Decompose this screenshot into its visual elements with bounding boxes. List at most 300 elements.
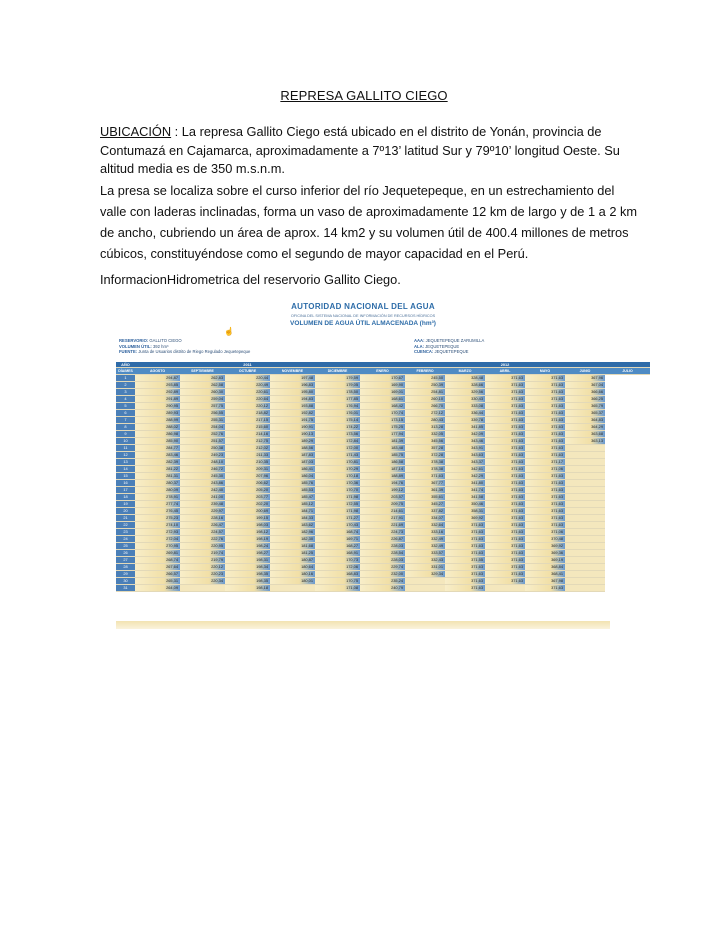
volume-cell: 371,63 — [445, 564, 485, 571]
volume-cell: 173,56 — [315, 431, 360, 438]
month-header-cell: ENERO — [360, 368, 405, 375]
table-row — [116, 382, 650, 389]
volume-cell — [180, 585, 225, 592]
volume-cell: 171,98 — [315, 508, 360, 515]
volume-cell: 371,63 — [525, 431, 565, 438]
volume-cell: 330,43 — [445, 396, 485, 403]
volume-cell: 369,92 — [525, 543, 565, 550]
volume-cell: 329,56 — [445, 389, 485, 396]
volume-cell: 172,55 — [315, 501, 360, 508]
volume-cell: 291,89 — [135, 396, 180, 403]
volume-cell: 198,19 — [225, 536, 270, 543]
info-key: RESERVORIO: — [119, 338, 149, 343]
location-label: UBICACIÓN — [100, 124, 172, 139]
volume-cell: 181,25 — [270, 550, 315, 557]
volume-cell: 371,63 — [485, 543, 525, 550]
volume-cell: 220,64 — [225, 396, 270, 403]
volume-cell: 371,63 — [485, 571, 525, 578]
volume-cell: 371,63 — [525, 382, 565, 389]
volume-cell: 270,95 — [135, 543, 180, 550]
day-cell: 12 — [116, 452, 135, 459]
volume-cell: 332,49 — [405, 543, 445, 550]
volume-cell — [565, 571, 605, 578]
volume-cell: 209,31 — [225, 466, 270, 473]
day-cell: 23 — [116, 529, 135, 536]
volume-cell: 170,43 — [315, 522, 360, 529]
volume-cell: 168,27 — [315, 543, 360, 550]
volume-cell: 341,58 — [445, 494, 485, 501]
agency-title: AUTORIDAD NACIONAL DEL AGUA — [291, 302, 435, 311]
day-cell: 2 — [116, 382, 135, 389]
volume-cell: 371,63 — [485, 417, 525, 424]
volume-cell: 198,24 — [225, 543, 270, 550]
volume-cell: 183,62 — [270, 522, 315, 529]
volume-cell: 364,83 — [565, 417, 605, 424]
volume-cell: 371,63 — [445, 543, 485, 550]
month-header-cell: MARZO — [445, 368, 485, 375]
table-row — [116, 557, 650, 564]
volume-cell: 369,19 — [525, 557, 565, 564]
day-cell: 24 — [116, 536, 135, 543]
info-value: JEQUETEPEQUE — [424, 343, 460, 349]
day-cell: 11 — [116, 445, 135, 452]
volume-cell: 366,66 — [565, 389, 605, 396]
volume-cell — [565, 445, 605, 452]
volume-cell: 272,04 — [135, 536, 180, 543]
description-paragraph: La presa se localiza sobre el curso inferior del río Jequetepeque, en un estrechamiento del valle con laderas inclinadas, forma un vaso de aproximadamente 12 km de largo y de 1 a 2 km de ancho, cubriendo un área de aprox. 14 km2 y su volumen útil de 400.4 millones de metros cúbicos, constituyéndose como el segundo de mayor capacidad en el Perú. — [100, 183, 638, 261]
month-header-cell: OCTUBRE — [225, 368, 270, 375]
volume-cell: 371,63 — [525, 480, 565, 487]
volume-cell: 371,63 — [525, 494, 565, 501]
table-row — [116, 571, 650, 578]
volume-cell — [565, 487, 605, 494]
month-header-row — [116, 368, 650, 375]
volume-cell: 280,37 — [135, 480, 180, 487]
volume-cell: 260,30 — [180, 389, 225, 396]
volume-cell: 366,25 — [565, 396, 605, 403]
office-subtitle: OFICINA DEL SISTEMA NACIONAL DE INFORMACIÓN DE RECURSOS HÍDRICOS — [290, 314, 436, 318]
volume-cell: 249,23 — [180, 452, 225, 459]
volume-cell: 198,18 — [225, 585, 270, 592]
volume-cell: 259,04 — [180, 396, 225, 403]
volume-cell: 189,29 — [270, 438, 315, 445]
volume-cell: 222,76 — [180, 536, 225, 543]
volume-cell: 198,34 — [225, 564, 270, 571]
table-row — [116, 403, 650, 410]
volume-cell: 246,72 — [180, 466, 225, 473]
volume-cell: 372,28 — [405, 452, 445, 459]
table-row — [116, 536, 650, 543]
info-key: ALA: — [414, 343, 425, 349]
volume-cell — [565, 564, 605, 571]
day-cell: 10 — [116, 438, 135, 445]
volume-cell: 252,76 — [180, 431, 225, 438]
volume-cell: 181,39 — [360, 438, 405, 445]
volume-cell: 239,48 — [180, 501, 225, 508]
year-2012-cell: 2012 — [360, 362, 650, 368]
day-cell: 30 — [116, 578, 135, 585]
volume-cell: 313,28 — [405, 424, 445, 431]
document-title: REPRESA GALLITO CIEGO — [280, 88, 448, 103]
volume-cell: 355,61 — [405, 494, 445, 501]
table-row — [116, 494, 650, 501]
reservoir-volume-table-image — [116, 296, 633, 629]
table-row — [116, 564, 650, 571]
volume-cell: 363,13 — [565, 438, 605, 445]
volume-cell: 184,71 — [270, 508, 315, 515]
volume-cell: 220,12 — [225, 403, 270, 410]
volume-cell: 350,46 — [445, 501, 485, 508]
volume-cell: 170,36 — [315, 480, 360, 487]
volume-cell: 180,64 — [270, 564, 315, 571]
volume-cell: 371,63 — [525, 508, 565, 515]
volume-cell: 371,63 — [525, 445, 565, 452]
volume-cell: 186,58 — [360, 459, 405, 466]
volume-cell: 371,63 — [485, 459, 525, 466]
volume-cell: 371,63 — [525, 487, 565, 494]
volume-cell: 371,63 — [405, 473, 445, 480]
volume-cell: 267,64 — [135, 564, 180, 571]
volume-cell: 290,95 — [135, 403, 180, 410]
volume-cell: 251,57 — [180, 438, 225, 445]
volume-cell: 367,04 — [565, 382, 605, 389]
day-cell: 15 — [116, 473, 135, 480]
volume-cell: 371,63 — [525, 410, 565, 417]
volume-cell: 205,20 — [225, 487, 270, 494]
day-cell: 27 — [116, 557, 135, 564]
volume-cell: 188,56 — [270, 445, 315, 452]
volume-cell: 281,31 — [135, 473, 180, 480]
volume-cell: 214,16 — [225, 431, 270, 438]
volume-cell: 169,01 — [360, 389, 405, 396]
volume-cell: 184,33 — [270, 515, 315, 522]
volume-cell: 200,69 — [225, 508, 270, 515]
month-header-cell: NOVIEMBRE — [270, 368, 315, 375]
table-row — [116, 578, 650, 585]
volume-cell: 262,58 — [180, 382, 225, 389]
volume-cell: 289,93 — [135, 410, 180, 417]
volume-cell: 371,63 — [485, 515, 525, 522]
volume-cell: 256,55 — [180, 410, 225, 417]
volume-cell: 168,74 — [315, 529, 360, 536]
volume-cell: 228,03 — [360, 543, 405, 550]
volume-cell: 357,28 — [405, 445, 445, 452]
volume-cell: 250,39 — [405, 382, 445, 389]
volume-cell: 176,01 — [315, 410, 360, 417]
volume-cell — [565, 522, 605, 529]
volume-cell: 341,85 — [445, 424, 485, 431]
volume-cell: 190,13 — [270, 431, 315, 438]
table-row — [116, 480, 650, 487]
volume-cell: 180,01 — [270, 578, 315, 585]
volume-cell: 371,63 — [485, 431, 525, 438]
volume-cell: 191,75 — [270, 417, 315, 424]
volume-cell: 371,63 — [485, 438, 525, 445]
volume-cell: 343,46 — [445, 438, 485, 445]
volume-cell: 368,41 — [525, 571, 565, 578]
volume-cell: 371,63 — [485, 382, 525, 389]
volume-cell: 229,74 — [360, 564, 405, 571]
table-row — [116, 550, 650, 557]
volume-cell: 245,50 — [405, 375, 445, 382]
volume-cell: 286,98 — [135, 431, 180, 438]
table-row — [116, 529, 650, 536]
volume-cell: 371,63 — [445, 571, 485, 578]
day-cell: 22 — [116, 522, 135, 529]
month-header-cell: JULIO — [605, 368, 650, 375]
volume-cell: 371,63 — [445, 522, 485, 529]
day-cell: 7 — [116, 417, 135, 424]
volume-cell: 176,94 — [315, 403, 360, 410]
volume-cell: 343,63 — [445, 452, 485, 459]
volume-cell: 371,63 — [485, 410, 525, 417]
volume-cell: 175,25 — [360, 424, 405, 431]
info-left-line — [119, 349, 250, 355]
volume-cell: 171,98 — [315, 494, 360, 501]
volume-cell: 170,73 — [315, 557, 360, 564]
day-cell: 8 — [116, 424, 135, 431]
volume-cell: 277,74 — [135, 501, 180, 508]
table-row — [116, 487, 650, 494]
volume-cell: 173,15 — [360, 417, 405, 424]
hand-cursor-icon: ☝ — [224, 327, 234, 336]
day-cell: 13 — [116, 459, 135, 466]
info-key: FUENTE: — [119, 349, 138, 355]
info-key: VOLUMEN ÚTIL: — [119, 343, 152, 349]
volume-cell: 342,29 — [445, 473, 485, 480]
volume-cell: 371,63 — [485, 501, 525, 508]
table-row — [116, 508, 650, 515]
volume-cell: 332,49 — [405, 536, 445, 543]
day-cell: 29 — [116, 571, 135, 578]
volume-cell: 328,66 — [445, 382, 485, 389]
volume-cell — [565, 515, 605, 522]
volume-cell: 171,43 — [315, 452, 360, 459]
month-header-cell: SEPTIEMBRE — [180, 368, 225, 375]
year-2011-cell: 2011 — [135, 362, 360, 368]
volume-cell: 378,38 — [405, 459, 445, 466]
volume-cell: 220,44 — [225, 375, 270, 382]
info-right-line — [414, 349, 484, 355]
table-heading: VOLUMEN DE AGUA ÚTIL ALMACENADA (hm³) — [290, 320, 436, 327]
table-row — [116, 473, 650, 480]
volume-cell: 272,93 — [135, 529, 180, 536]
volume-cell: 276,45 — [135, 508, 180, 515]
volume-cell: 203,77 — [225, 494, 270, 501]
reservoir-info-right — [414, 338, 484, 355]
volume-cell: 194,76 — [360, 480, 405, 487]
table-row — [116, 396, 650, 403]
volume-cell: 220,49 — [225, 382, 270, 389]
volume-cell: 241,00 — [180, 494, 225, 501]
volume-cell: 281,22 — [135, 466, 180, 473]
volume-cell: 169,71 — [315, 536, 360, 543]
volume-cell: 168,83 — [315, 571, 360, 578]
volume-cell: 371,55 — [445, 557, 485, 564]
volume-cell: 170,75 — [315, 578, 360, 585]
volume-cell: 268,74 — [135, 557, 180, 564]
volume-cell: 358,31 — [445, 508, 485, 515]
table-row — [116, 501, 650, 508]
volume-cell: 245,30 — [180, 473, 225, 480]
volume-cell: 185,53 — [270, 487, 315, 494]
volume-cell: 217,91 — [360, 515, 405, 522]
volume-cell — [565, 459, 605, 466]
volume-cell: 179,59 — [315, 375, 360, 382]
figure-header — [116, 296, 610, 334]
volume-cell: 341,80 — [445, 480, 485, 487]
volume-cell: 212,75 — [225, 438, 270, 445]
volume-cell: 170,18 — [315, 473, 360, 480]
volume-cell: 194,83 — [270, 396, 315, 403]
volume-cell: 371,63 — [445, 529, 485, 536]
volume-cell: 371,63 — [445, 536, 485, 543]
volume-cell: 343,37 — [445, 459, 485, 466]
day-cell: 9 — [116, 431, 135, 438]
volume-cell: 371,63 — [485, 557, 525, 564]
volume-cell — [565, 557, 605, 564]
volume-cell: 175,14 — [315, 417, 360, 424]
volume-cell: 218,82 — [225, 410, 270, 417]
day-cell: 31 — [116, 585, 135, 592]
day-cell: 28 — [116, 564, 135, 571]
volume-cell: 172,00 — [315, 445, 360, 452]
day-cell: 20 — [116, 508, 135, 515]
volume-cell: 371,63 — [485, 389, 525, 396]
volume-cell: 371,63 — [525, 389, 565, 396]
volume-cell: 371,17 — [525, 459, 565, 466]
month-header-cell: ABRIL — [485, 368, 525, 375]
volume-cell: 332,43 — [405, 557, 445, 564]
volume-cell: 367,77 — [405, 480, 445, 487]
volume-cell: 264,09 — [135, 585, 180, 592]
volume-cell: 170,67 — [360, 375, 405, 382]
volume-cell: 177,85 — [315, 396, 360, 403]
volume-cell: 235,24 — [360, 578, 405, 585]
info-value: JEQUETEPEQUE — [433, 349, 469, 355]
volume-cell: 364,29 — [565, 424, 605, 431]
volume-cell: 262,83 — [180, 375, 225, 382]
volume-cell: 371,63 — [525, 396, 565, 403]
volume-cell: 371,63 — [485, 375, 525, 382]
volume-cell: 199,15 — [225, 515, 270, 522]
volume-cell: 185,76 — [270, 480, 315, 487]
volume-cell — [565, 480, 605, 487]
volume-cell: 265,31 — [135, 578, 180, 585]
volume-cell — [565, 501, 605, 508]
day-cell: 16 — [116, 480, 135, 487]
volume-cell: 371,63 — [525, 424, 565, 431]
volume-cell: 198,31 — [225, 557, 270, 564]
volume-cell: 168,61 — [360, 396, 405, 403]
volume-cell: 185,12 — [270, 501, 315, 508]
volume-cell: 334,07 — [405, 515, 445, 522]
volume-cell: 254,81 — [405, 389, 445, 396]
day-cell: 26 — [116, 550, 135, 557]
volume-cell: 193,88 — [270, 403, 315, 410]
volume-cell: 170,70 — [315, 487, 360, 494]
volume-cell: 180,87 — [270, 557, 315, 564]
volume-cell: 266,70 — [405, 403, 445, 410]
volume-cell: 188,89 — [360, 473, 405, 480]
volume-cell: 198,03 — [225, 522, 270, 529]
volume-cell: 180,16 — [270, 571, 315, 578]
volume-cell: 371,63 — [485, 536, 525, 543]
hydrometric-caption: InformacionHidrometrica del reservorio Gallito Ciego. — [100, 272, 401, 287]
volume-cell: 343,91 — [445, 445, 485, 452]
volume-cell — [565, 494, 605, 501]
volume-cell: 371,63 — [485, 550, 525, 557]
volume-cell — [565, 585, 605, 592]
volume-cell: 342,09 — [445, 431, 485, 438]
info-key: AAA: — [414, 338, 425, 343]
volume-cell: 209,75 — [360, 501, 405, 508]
table-row — [116, 452, 650, 459]
info-value: Junta de Usuarios distrito de Riego Regulado Jequetepeque — [137, 349, 251, 355]
volume-cell: 197,48 — [270, 375, 315, 382]
volume-cell: 228,03 — [360, 557, 405, 564]
volume-cell: 294,87 — [135, 375, 180, 382]
volume-cell: 328,48 — [445, 375, 485, 382]
volume-cell: 181,68 — [270, 543, 315, 550]
volume-cell: 185,47 — [270, 494, 315, 501]
volume-cell: 174,22 — [315, 424, 360, 431]
volume-cell: 371,63 — [485, 396, 525, 403]
volume-cell: 198,27 — [225, 550, 270, 557]
volume-cell: 220,12 — [180, 564, 225, 571]
location-paragraph — [100, 123, 640, 179]
volume-cell: 365,79 — [565, 403, 605, 410]
volume-cell: 211,33 — [225, 452, 270, 459]
volume-cell: 182,96 — [270, 529, 315, 536]
volume-cell — [565, 536, 605, 543]
volume-cell: 371,63 — [485, 578, 525, 585]
volume-cell: 219,79 — [180, 557, 225, 564]
volume-cell: 199,12 — [360, 487, 405, 494]
volume-table — [116, 362, 650, 592]
month-header-cell: FEBRERO — [405, 368, 445, 375]
volume-cell: 190,91 — [270, 424, 315, 431]
volume-cell: 169,90 — [360, 382, 405, 389]
table-row — [116, 389, 650, 396]
day-cell: 6 — [116, 410, 135, 417]
volume-cell: 179,05 — [315, 382, 360, 389]
volume-cell: 331,01 — [405, 564, 445, 571]
volume-cell: 186,04 — [270, 473, 315, 480]
table-row — [116, 438, 650, 445]
volume-cell: 371,63 — [485, 466, 525, 473]
volume-cell: 186,41 — [270, 466, 315, 473]
info-value: 392 hm³ — [151, 343, 169, 349]
volume-cell: 257,75 — [180, 403, 225, 410]
volume-cell: 214,61 — [360, 508, 405, 515]
volume-cell: 178,50 — [315, 389, 360, 396]
volume-cell — [270, 585, 315, 592]
volume-cell: 272,12 — [405, 410, 445, 417]
volume-cell: 378,38 — [405, 466, 445, 473]
volume-cell: 280,43 — [405, 417, 445, 424]
volume-cell: 172,84 — [315, 438, 360, 445]
year-label-cell: AÑO — [116, 362, 135, 368]
volume-cell: 371,63 — [485, 508, 525, 515]
day-cell: 3 — [116, 389, 135, 396]
volume-cell: 198,35 — [225, 578, 270, 585]
volume-cell: 371,63 — [525, 515, 565, 522]
volume-cell: 371,63 — [525, 438, 565, 445]
day-cell: 18 — [116, 494, 135, 501]
volume-cell: 212,02 — [225, 445, 270, 452]
volume-cell: 337,82 — [405, 508, 445, 515]
